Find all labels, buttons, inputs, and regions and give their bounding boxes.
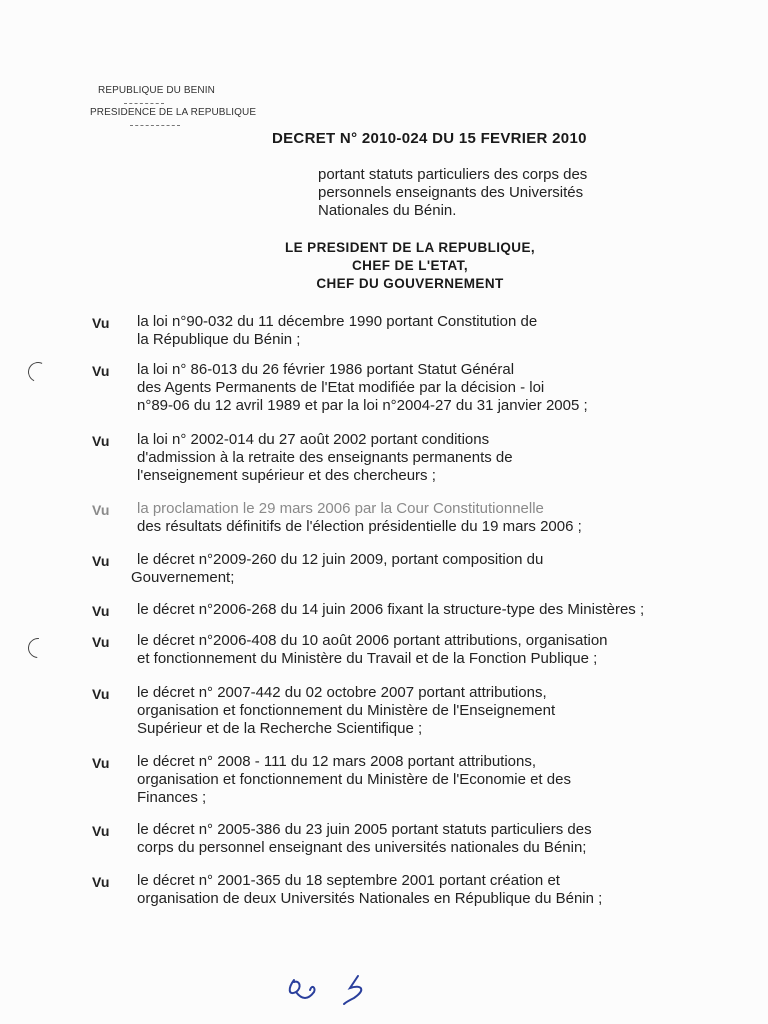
vu-text-line: le décret n° 2005-386 du 23 juin 2005 portant statuts particuliers des: [137, 821, 592, 838]
authority-line: LE PRESIDENT DE LA REPUBLIQUE,: [284, 240, 536, 255]
vu-text-line: le décret n°2009-260 du 12 juin 2009, portant composition du: [137, 551, 544, 568]
initial-stroke: [290, 980, 315, 998]
header-divider: [130, 125, 180, 126]
authority-line: CHEF DE L'ETAT,: [352, 258, 468, 273]
vu-label: Vu: [92, 634, 110, 650]
subtitle-line: portant statuts particuliers des corps des: [318, 166, 588, 183]
vu-text-line: le décret n° 2008 - 111 du 12 mars 2008 portant attributions,: [137, 753, 537, 770]
vu-text-line: la proclamation le 29 mars 2006 par la Cour Constitutionnelle: [137, 500, 544, 517]
vu-label: Vu: [92, 502, 110, 518]
vu-text-line: des Agents Permanents de l'Etat modifiée par la décision - loi: [137, 379, 545, 396]
vu-text-line: organisation de deux Universités Nationales en République du Bénin ;: [137, 890, 603, 907]
decree-title: DECRET N° 2010-024 DU 15 FEVRIER 2010: [272, 130, 587, 147]
vu-text-line: la loi n°90-032 du 11 décembre 1990 portant Constitution de: [137, 313, 538, 330]
vu-text-line: d'admission à la retraite des enseignants permanents de: [137, 449, 513, 466]
vu-text-line: le décret n° 2007-442 du 02 octobre 2007 portant attributions,: [137, 684, 547, 701]
vu-text-line: corps du personnel enseignant des universités nationales du Bénin;: [137, 839, 587, 856]
punch-hole-mark: [25, 359, 51, 385]
header-divider: [124, 103, 164, 104]
vu-text-line: Supérieur et de la Recherche Scientifique ;: [137, 720, 423, 737]
vu-text-line: Finances ;: [137, 789, 207, 806]
subtitle-line: Nationales du Bénin.: [318, 202, 457, 219]
punch-hole-mark: [24, 634, 52, 662]
vu-label: Vu: [92, 823, 110, 839]
vu-label: Vu: [92, 553, 110, 569]
vu-label: Vu: [92, 686, 110, 702]
vu-text-line: et fonctionnement du Ministère du Travail et de la Fonction Publique ;: [137, 650, 598, 667]
vu-text-line: l'enseignement supérieur et des chercheurs ;: [137, 467, 436, 484]
vu-text-line: le décret n° 2001-365 du 18 septembre 2001 portant création et: [137, 872, 560, 889]
vu-label: Vu: [92, 363, 110, 379]
initial-stroke: [344, 976, 361, 1004]
decree-subtitle: [318, 166, 678, 220]
vu-text-line: la République du Bénin ;: [137, 331, 301, 348]
vu-text-line: la loi n° 2002-014 du 27 août 2002 portant conditions: [137, 431, 490, 448]
republic-header: REPUBLIQUE DU BENIN: [98, 85, 215, 96]
vu-text-line: n°89-06 du 12 avril 1989 et par la loi n°2004-27 du 31 janvier 2005 ;: [137, 397, 588, 414]
vu-text-line: organisation et fonctionnement du Ministère de l'Enseignement: [137, 702, 556, 719]
handwritten-initials: [280, 970, 390, 1010]
vu-text-line: le décret n°2006-268 du 14 juin 2006 fixant la structure-type des Ministères ;: [137, 601, 645, 618]
vu-label: Vu: [92, 874, 110, 890]
subtitle-line: personnels enseignants des Universités: [318, 184, 584, 201]
vu-text-line: la loi n° 86-013 du 26 février 1986 portant Statut Général: [137, 361, 515, 378]
vu-text-line: Gouvernement;: [131, 569, 235, 586]
vu-label: Vu: [92, 315, 110, 331]
vu-text-line: des résultats définitifs de l'élection présidentielle du 19 mars 2006 ;: [137, 518, 582, 535]
vu-label: Vu: [92, 755, 110, 771]
vu-label: Vu: [92, 433, 110, 449]
vu-label: Vu: [92, 603, 110, 619]
vu-text-line: organisation et fonctionnement du Ministère de l'Economie et des: [137, 771, 571, 788]
presidency-header: PRESIDENCE DE LA REPUBLIQUE: [90, 107, 257, 118]
authority-line: CHEF DU GOUVERNEMENT: [316, 276, 504, 291]
vu-text-line: le décret n°2006-408 du 10 août 2006 portant attributions, organisation: [137, 632, 608, 649]
